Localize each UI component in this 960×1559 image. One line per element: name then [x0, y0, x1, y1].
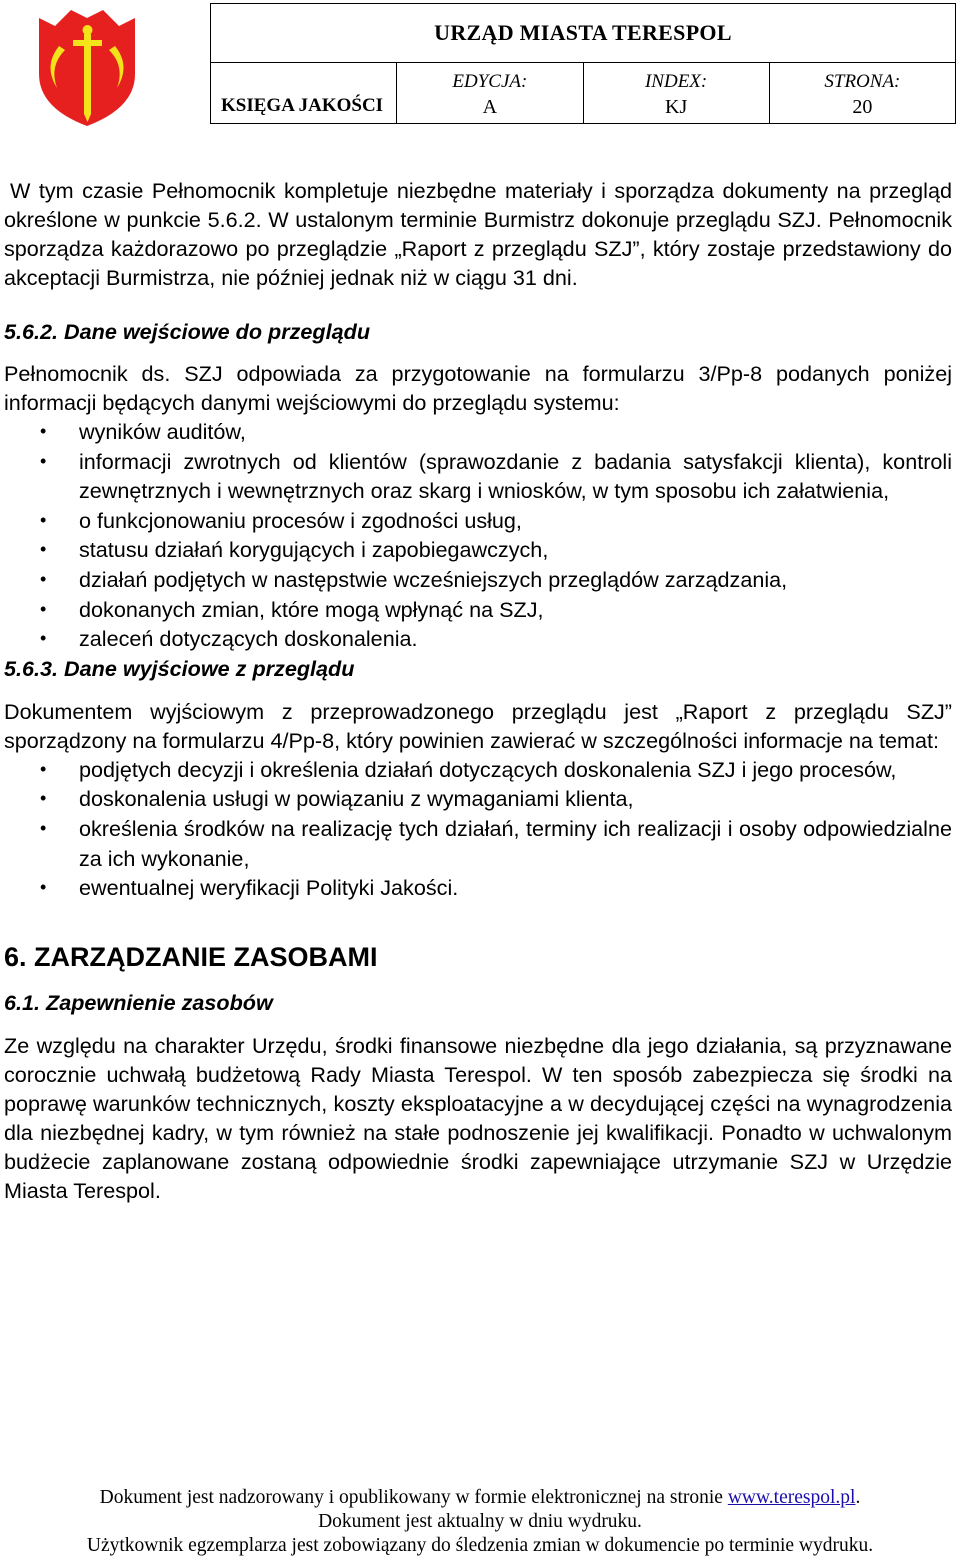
section-5-6-2-paragraph: Pełnomocnik ds. SZJ odpowiada za przygotowanie na formularzu 3/Pp-8 podanych poniżej informacji będących danymi wejściowymi do przeglądu systemu: [4, 361, 952, 415]
list-item: • działań podjętych w następstwie wcześniejszych przeglądów zarządzania, [4, 565, 952, 595]
section-5-6-2-heading: 5.6.2. Dane wejściowe do przeglądu [4, 319, 371, 344]
list-item: • informacji zwrotnych od klientów (sprawozdanie z badania satysfakcji klienta), kontroli zewnętrznych i wewnętrznych oraz skarg i wniosków, w tym sposobu ich załatwienia, [4, 447, 952, 506]
section-5-6-3-title: Dane wyjściowe z przeglądu [64, 655, 355, 681]
footer-line-1 [0, 1486, 960, 1510]
list-item: • zaleceń dotyczących doskonalenia. [4, 624, 952, 654]
quality-book-label: KSIĘGA JAKOŚCI [211, 63, 397, 124]
input-data-list [4, 417, 952, 654]
index-label: INDEX: [644, 71, 708, 92]
footer-line-2: Dokument jest aktualny w dniu wydruku. [318, 1511, 642, 1532]
document-footer [0, 1486, 960, 1558]
chapter-6-heading: 6. ZARZĄDZANIE ZASOBAMI [4, 941, 378, 972]
list-item: • podjętych decyzji i określenia działań dotyczących doskonalenia SZJ i jego procesów, [4, 755, 952, 785]
section-6-1-paragraph: Ze względu na charakter Urzędu, środki finansowe niezbędne dla jego działania, są przyznawane corocznie uchwałą budżetową Rady Miasta Terespol. W ten sposób zabezpiecza się środki na poprawę warunków technicznych, koszty eksploatacyjne a w decydującej części na wynagrodzenia dla niezbędnej kadry, w tym również na stałe podnoszenie jej kwalifikacji. Ponadto w uchwalonym budżecie zaplanowane zostaną odpowiednie środki zapewniające utrzymanie SZJ w Urzędzie Miasta Terespol. [4, 1032, 952, 1203]
page-number: 20 [852, 96, 873, 118]
list-item: • o funkcjonowaniu procesów i zgodności usług, [4, 506, 952, 536]
section-6-1-heading: 6.1. Zapewnienie zasobów [4, 989, 273, 1015]
section-5-6-3-heading [4, 654, 952, 683]
page-label: STRONA: [824, 71, 901, 92]
list-item: • ewentualnej weryfikacji Polityki Jakości. [4, 873, 952, 903]
footer-period: . [855, 1487, 861, 1508]
edition-value: A [482, 96, 498, 118]
list-item: • określenia środków na realizację tych działań, terminy ich realizacji i osoby odpowiedzialne za ich wykonanie, [4, 814, 952, 873]
section-5-6-3-number: 5.6.3. [4, 655, 59, 681]
office-title: URZĄD MIASTA TERESPOL [211, 4, 956, 63]
intro-paragraph: W tym czasie Pełnomocnik kompletuje niezbędne materiały i sporządza dokumenty na przegląd określone w punkcie 5.6.2. W ustalonym terminie Burmistrz dokonuje przeglądu SZJ. Pełnomocnik sporządza każdorazowo po przeglądzie „Raport z przeglądu SZJ”, który zostaje przedstawiony do akceptacji Burmistrza, nie później jednak niż w ciągu 31 dni. [4, 178, 952, 290]
edition-label: EDYCJA: [452, 71, 528, 92]
list-item: • wyników auditów, [4, 417, 952, 447]
document-body [4, 176, 952, 1205]
coat-of-arms-logo [35, 4, 139, 128]
edition-cell [397, 63, 583, 124]
index-cell [583, 63, 769, 124]
list-item: • statusu działań korygujących i zapobiegawczych, [4, 535, 952, 565]
list-item: • dokonanych zmian, które mogą wpłynąć na SZJ, [4, 595, 952, 625]
list-item: • doskonalenia usługi w powiązaniu z wymaganiami klienta, [4, 784, 952, 814]
website-link[interactable]: www.terespol.pl [727, 1487, 856, 1508]
section-5-6-3-paragraph: Dokumentem wyjściowym z przeprowadzonego przeglądu jest „Raport z przeglądu SZJ” sporządzony na formularzu 4/Pp-8, który powinien zawierać w szczególności informacje na temat: [4, 698, 952, 753]
output-data-list [4, 755, 952, 903]
footer-publication-text: Dokument jest nadzorowany i opublikowany w formie elektronicznej na stronie [99, 1487, 723, 1508]
footer-line-3: Użytkownik egzemplarza jest zobowiązany do śledzenia zmian w dokumencie po terminie wydruku. [86, 1535, 874, 1556]
page-cell [769, 63, 955, 124]
document-header-table [210, 3, 956, 124]
index-value: KJ [665, 96, 688, 118]
